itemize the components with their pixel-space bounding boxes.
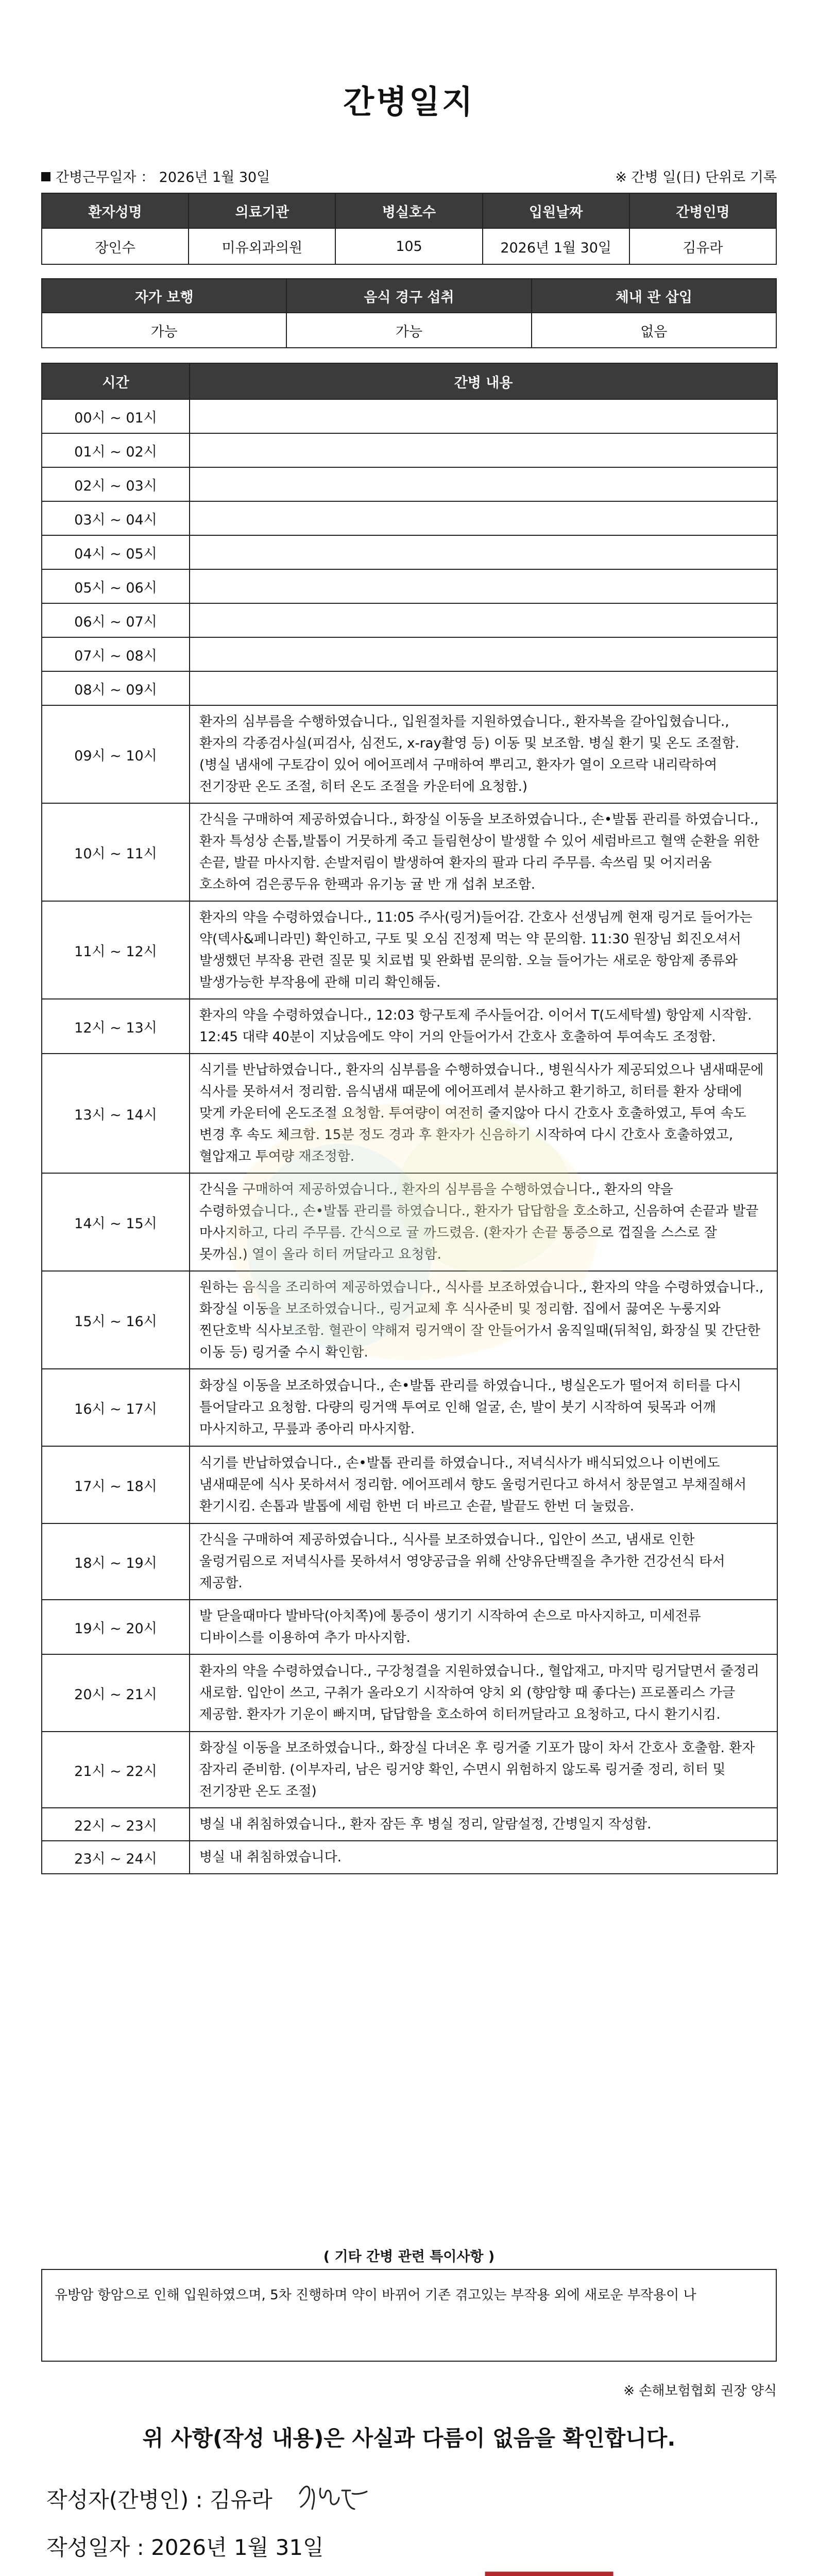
care-log-time: 10시 ~ 11시 [42,803,190,901]
care-log-row [42,1841,777,1874]
care-log-content [190,467,777,501]
square-bullet-icon [41,172,50,181]
value-tube-insertion: 없음 [532,313,776,348]
confirmation-statement: 위 사항(작성 내용)은 사실과 다름이 없음을 확인합니다. [142,2426,676,2451]
patient-info-table [41,193,777,265]
care-log-content: 환자의 심부름을 수행하였습니다., 입원절차를 지원하였습니다., 환자복을 갈아입혔습니다., 환자의 각종검사실(피검사, 심전도, x-ray촬영 등) 이동 및 보조함. 병실 환기 및 온도 조절함. (병실 냄새에 구토감이 있어 에어프레셔 구매하여 뿌리고, 환자가 열이 오르락 내리락하여 전기장판 온도 조절, 히터 온도 조절을 카운터에 요청함.) [190,705,777,803]
care-log-content [190,637,777,671]
page-title: 간병일지 [343,83,475,121]
care-log-time: 01시 ~ 02시 [42,433,190,467]
header-admission-date: 입원날짜 [483,193,629,228]
care-log-content: 간식을 구매하여 제공하였습니다., 화장실 이동을 보조하였습니다., 손•발톱 관리를 하였습니다., 환자 특성상 손톱,발톱이 거뭇하게 죽고 들림현상이 발생할 수 있어 세럼바르고 혈액 순환을 위한 손끝, 발끝 마사지함. 손발저림이 발생하여 환자의 팔과 다리 주무름. 속쓰림 및 어지러움 호소하여 검은콩두유 한팩과 유기농 귤 반 개 섭취 보조함. [190,803,777,901]
care-log-content: 병실 내 취침하였습니다., 환자 잠든 후 병실 정리, 알람설정, 간병일지 작성함. [190,1808,777,1841]
care-log-time: 08시 ~ 09시 [42,671,190,705]
care-log-row [42,1523,777,1600]
header-self-walking: 자가 보행 [42,279,286,313]
care-log-row [42,1732,777,1808]
status-value-row [42,313,776,348]
care-log-row [42,1173,777,1271]
care-log-row [42,603,777,637]
care-log-time: 07시 ~ 08시 [42,637,190,671]
care-log-row [42,569,777,603]
patient-status-table [41,278,777,348]
care-log-body [42,399,777,1874]
care-log-content [190,399,777,433]
care-log-time: 14시 ~ 15시 [42,1173,190,1271]
header-caregiver-name: 간병인명 [629,193,776,228]
value-hospital: 미유외과의원 [189,228,335,264]
company-seal-stamp [484,2571,614,2576]
care-log-row [42,1271,777,1369]
care-log-time: 16시 ~ 17시 [42,1369,190,1446]
care-log-time: 03시 ~ 04시 [42,501,190,535]
header-patient-name: 환자성명 [42,193,189,228]
care-log-row [42,501,777,535]
value-admission-date: 2026년 1월 30일 [483,228,629,264]
care-date-label: 간병근무일자 ： 2026년 1월 30일 [56,170,270,185]
care-log-row [42,1054,777,1173]
care-log-time: 04시 ~ 05시 [42,535,190,569]
write-date-label: 작성일자 : [46,2535,144,2560]
care-log-row [42,1600,777,1654]
value-self-walking: 가능 [42,313,286,348]
patient-info-header-row [42,193,776,228]
value-patient-name: 장인수 [42,228,189,264]
care-log-content: 발 닫을때마다 발바닥(아치쪽)에 통증이 생기기 시작하여 손으로 마사지하고, 미세전류 디바이스를 이용하여 추가 마사지함. [190,1600,777,1654]
care-log-content: 환자의 약을 수령하였습니다., 구강청결을 지원하였습니다., 혈압재고, 마지막 링거달면서 줄정리 새로함. 입안이 쓰고, 구취가 올라오기 시작하여 양치 외 (향암향 때 좋다는) 프로폴리스 가글 제공함. 환자가 기운이 빠지며, 답답함을 호소하여 히터꺼달라고 요청하고, 다시 환기시킴. [190,1654,777,1732]
header-care-content: 간병 내용 [190,363,777,399]
care-log-row [42,705,777,803]
patient-info-value-row [42,228,776,264]
form-footnote: ※ 손해보험협회 권장 양식 [623,2383,777,2399]
care-log-time: 00시 ~ 01시 [42,399,190,433]
care-log-time: 19시 ~ 20시 [42,1600,190,1654]
care-log-time: 09시 ~ 10시 [42,705,190,803]
care-log-content: 원하는 음식을 조리하여 제공하였습니다., 식사를 보조하였습니다., 환자의 약을 수령하였습니다., 화장실 이동을 보조하였습니다., 링거교체 후 식사준비 및 정리함. 집에서 끓여온 누룽지와 찐단호박 식사보조함. 혈관이 약해져 링거액이 잘 안들어가서 움직일때(뒤척임, 화장실 및 간단한 이동 등) 링거줄 수시 확인함. [190,1271,777,1369]
unit-note: ※ 간병 일(日) 단위로 기록 [615,170,777,185]
notes-label: ( 기타 간병 관련 특이사항 ) [323,2249,495,2265]
care-log-table [41,363,778,1874]
header-tube-insertion: 체내 관 삽입 [532,279,776,313]
care-log-row [42,1446,777,1523]
value-room-number: 105 [335,228,482,264]
header-hospital: 의료기관 [189,193,335,228]
header-time: 시간 [42,363,190,399]
notes-text: 유방암 항암으로 인해 입원하였으며, 5차 진행하며 약이 바뀌어 기존 겪고있는 부작용 외에 새로운 부작용이 나 [55,2287,696,2303]
care-log-header-row [42,363,777,399]
care-log-time: 05시 ~ 06시 [42,569,190,603]
header-room-number: 병실호수 [335,193,482,228]
care-log-content [190,535,777,569]
care-log-row [42,1808,777,1841]
care-log-row [42,803,777,901]
care-log-row [42,637,777,671]
care-log-row [42,399,777,433]
care-log-time: 13시 ~ 14시 [42,1054,190,1173]
status-header-row [42,279,776,313]
care-log-content: 병실 내 취침하였습니다. [190,1841,777,1874]
care-log-content [190,433,777,467]
care-log-time: 20시 ~ 21시 [42,1654,190,1732]
care-log-row [42,433,777,467]
care-log-content: 식기를 반납하였습니다., 손•발톱 관리를 하였습니다., 저녁식사가 배식되었으나 이번에도 냄새때문에 식사 못하셔서 정리함. 에어프레셔 향도 울렁거린다고 하셔서 창문열고 부채질해서 환기시킴. 손톱과 발톱에 세럼 한번 더 바르고 손끝, 발끝도 한번 더 눌렀음. [190,1446,777,1523]
care-log-time: 23시 ~ 24시 [42,1841,190,1874]
value-caregiver-name: 김유라 [629,228,776,264]
writer-name: 김유라 [210,2487,272,2513]
care-log-time: 18시 ~ 19시 [42,1523,190,1600]
care-log-content: 화장실 이동을 보조하였습니다., 화장실 다녀온 후 링거줄 기포가 많이 차서 간호사 호출함. 환자 잠자리 준비함. (이부자리, 남은 링거양 확인, 수면시 위험하지 않도록 링거줄 정리, 히터 및 전기장판 온도 조절) [190,1732,777,1808]
care-log-content [190,569,777,603]
care-log-content [190,501,777,535]
care-log-content: 식기를 반납하였습니다., 환자의 심부름을 수행하였습니다., 병원식사가 제공되었으나 냄새때문에 식사를 못하셔서 정리함. 음식냄새 때문에 에어프레셔 분사하고 환기하고, 히터를 환자 상태에 맞게 카운터에 온도조절 요청함. 투여량이 여전히 줄지않아 다시 간호사 호출하였고, 투여 속도 변경 후 속도 체크함. 15분 정도 경과 후 환자가 신음하기 시작하여 다시 간호사 호출하였고, 혈압재고 투여량 재조정함. [190,1054,777,1173]
care-log-time: 15시 ~ 16시 [42,1271,190,1369]
writer-label: 작성자(간병인) : [46,2487,203,2513]
care-log-time: 11시 ~ 12시 [42,901,190,999]
care-log-content [190,671,777,705]
care-log-row [42,467,777,501]
write-date-value: 2026년 1월 31일 [151,2535,324,2560]
care-log-time: 02시 ~ 03시 [42,467,190,501]
care-date [41,166,270,186]
care-log-time: 06시 ~ 07시 [42,603,190,637]
care-log-content [190,603,777,637]
care-log-time: 21시 ~ 22시 [42,1732,190,1808]
writer-line [46,2478,372,2524]
signature-image [295,2478,372,2524]
care-log-row [42,901,777,999]
care-log-row [42,999,777,1054]
care-log-time: 17시 ~ 18시 [42,1446,190,1523]
care-log-time: 22시 ~ 23시 [42,1808,190,1841]
write-date-line [46,2531,324,2562]
care-log-row [42,535,777,569]
notes-box [41,2269,777,2362]
care-log-row [42,1369,777,1446]
care-log-content: 화장실 이동을 보조하였습니다., 손•발톱 관리를 하였습니다., 병실온도가 떨어져 히터를 다시 틀어달라고 요청함. 다량의 링거액 투여로 인해 얼굴, 손, 발이 붓기 시작하여 뒷목과 어깨 마사지하고, 무릎과 종아리 마사지함. [190,1369,777,1446]
care-log-content: 간식을 구매하여 제공하였습니다., 환자의 심부름을 수행하였습니다., 환자의 약을 수령하였습니다., 손•발톱 관리를 하였습니다., 환자가 답답함을 호소하고, 신음하여 손끝과 발끝 마사지하고, 다리 주무름. 간식으로 귤 까드렸음. (환자가 손끝 통증으로 껍질을 스스로 잘 못까심.) 열이 올라 히터 꺼달라고 요청함. [190,1173,777,1271]
care-log-row [42,1654,777,1732]
header-oral-intake: 음식 경구 섭취 [286,279,531,313]
value-oral-intake: 가능 [286,313,531,348]
care-log-content: 환자의 약을 수령하였습니다., 11:05 주사(링거)들어감. 간호사 선생님께 현재 링거로 들어가는 약(덱사&페니라민) 확인하고, 구토 및 오심 진정제 먹는 약 문의함. 11:30 원장님 회진오셔서 발생했던 부작용 관련 질문 및 치료법 및 완화법 문의함. 오늘 들어가는 새로운 항암제 종류와 발생가능한 부작용에 관해 미리 확인해둠. [190,901,777,999]
care-log-content: 환자의 약을 수령하였습니다., 12:03 항구토제 주사들어감. 이어서 T(도세탁셀) 항암제 시작함. 12:45 대략 40분이 지났음에도 약이 거의 안들어가서 간호사 호출하여 투여속도 조정함. [190,999,777,1054]
care-log-row [42,671,777,705]
care-log-content: 간식을 구매하여 제공하였습니다., 식사를 보조하였습니다., 입안이 쓰고, 냄새로 인한 울렁거림으로 저녁식사를 못하셔서 영양공급을 위해 산양유단백질을 추가한 건강선식 타서 제공함. [190,1523,777,1600]
care-log-time: 12시 ~ 13시 [42,999,190,1054]
